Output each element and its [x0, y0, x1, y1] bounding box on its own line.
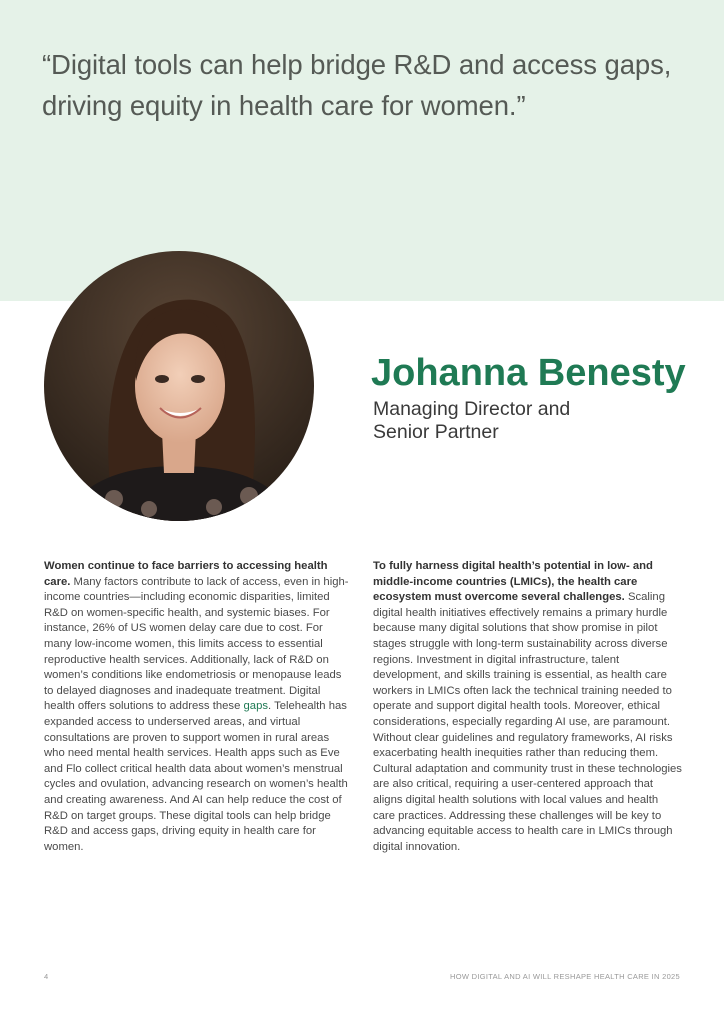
portrait-photo	[44, 251, 314, 521]
role-line-2: Senior Partner	[373, 421, 499, 443]
left-lead: Women continue to face barriers to accessing health care.	[44, 560, 328, 588]
right-lead: To fully harness digital health’s potential in low- and middle-income countries (LMICs), the health care ecosystem must overcome several challenges.	[373, 560, 653, 604]
left-text-2: . Telehealth has expanded access to underserved areas, and virtual consultations are proven to support women in rural areas who need mental health services. Health apps such as Eve and Flo collect critical health data about women’s menstrual cycles and ovulation, advancing research on women’s health and creating awareness. And AI can help reduce the cost of R&D on target groups. These digital tools can help bridge R&D and access gaps, driving equity in health care for women.	[44, 700, 348, 853]
running-footer-title: HOW DIGITAL AND AI WILL RESHAPE HEALTH CARE IN 2025	[450, 972, 680, 981]
pull-quote: “Digital tools can help bridge R&D and access gaps, driving equity in health care for women.”	[42, 49, 672, 121]
left-text-1: Many factors contribute to lack of access, even in high-income countries—including economic disparities, limited R&D on women-specific health, and systemic biases. For instance, 26% of US women delay care due to cost. For many low-income women, this limits access to essential reproductive health services. Additionally, lack of R&D on women’s conditions like endometriosis or menopause leads to delayed diagnoses and inadequate treatment. Digital health offers solutions to address these	[44, 575, 349, 713]
body-column-right	[373, 559, 683, 855]
role-line-1: Managing Director and	[373, 398, 571, 420]
right-text: Scaling digital health initiatives effectively remains a primary hurdle because many digital solutions that show promise in pilot stages struggle with long-term sustainability across diverse regions. Investment in digital infrastructure, talent development, and skills training is essential, as health care workers in LMICs often lack the technical training needed to operate and support digital health tools. Moreover, ethical considerations, especially regarding AI use, are paramount. Without clear guidelines and regulatory frameworks, AI risks exacerbating health inequities rather than reducing them. Cultural adaptation and community trust in these technologies are also critical, requiring a user-centered approach that aligns digital health solutions with local values and health care practices. Addressing these challenges will be key to advancing equitable access to health care in LMICs through digital innovation.	[373, 591, 682, 853]
person-portrait-icon	[44, 251, 314, 521]
person-role	[373, 398, 693, 444]
gaps-link[interactable]: gaps	[243, 700, 268, 713]
left-paragraph	[44, 559, 352, 855]
right-paragraph	[373, 559, 683, 855]
person-name: Johanna Benesty	[371, 352, 686, 394]
body-column-left	[44, 559, 352, 855]
page-number: 4	[44, 972, 49, 981]
